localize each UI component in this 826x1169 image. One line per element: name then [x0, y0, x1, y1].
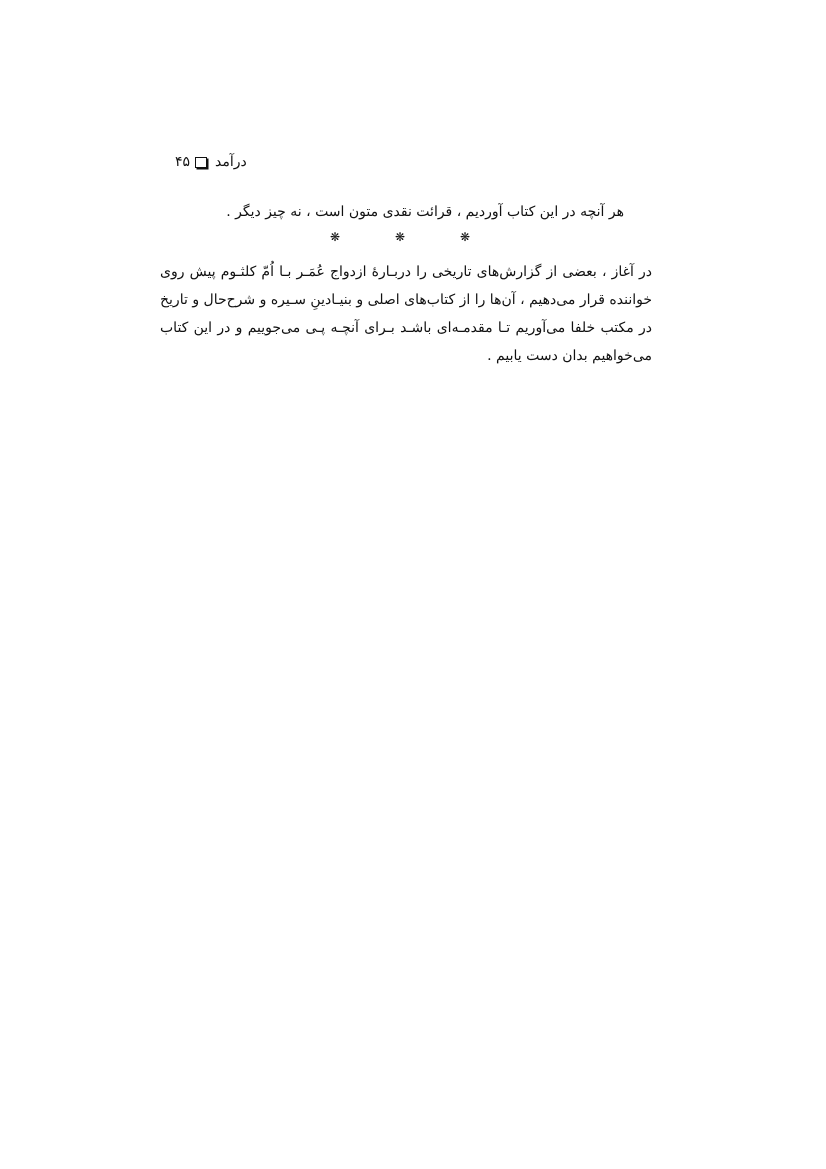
square-box-icon	[195, 157, 207, 168]
page-number: ۴۵	[175, 154, 191, 170]
paragraph-intro: هر آنچه در این کتاب آوردیم ، قرائت نقدی متون است ، نه چیز دیگر .	[226, 204, 624, 220]
section-title: درآمد	[215, 154, 247, 170]
asterism-ornament: ❋	[459, 230, 470, 244]
asterism-ornament: ❋	[394, 230, 406, 244]
running-header	[175, 152, 275, 172]
section-divider	[330, 230, 470, 250]
asterism-ornament: ❋	[330, 230, 341, 244]
paragraph-body: در آغاز ، بعضی از گزارش‌های تاریخی را دربـارۀ ازدواج عُمَـر بـا اُمّ کلثـوم پیش روی خواننده قرار می‌دهیم ، آن‌ها را از کتاب‌های اصلی و بنیـادینِ سـیره و شرح‌حال و تاریخ در مکتب خلفا می‌آوریم تـا مقدمـه‌ای باشـد بـرای آنچـه پـی می‌جوییم و در این کتاب می‌خواهیم بدان دست یابیم .	[160, 264, 652, 364]
